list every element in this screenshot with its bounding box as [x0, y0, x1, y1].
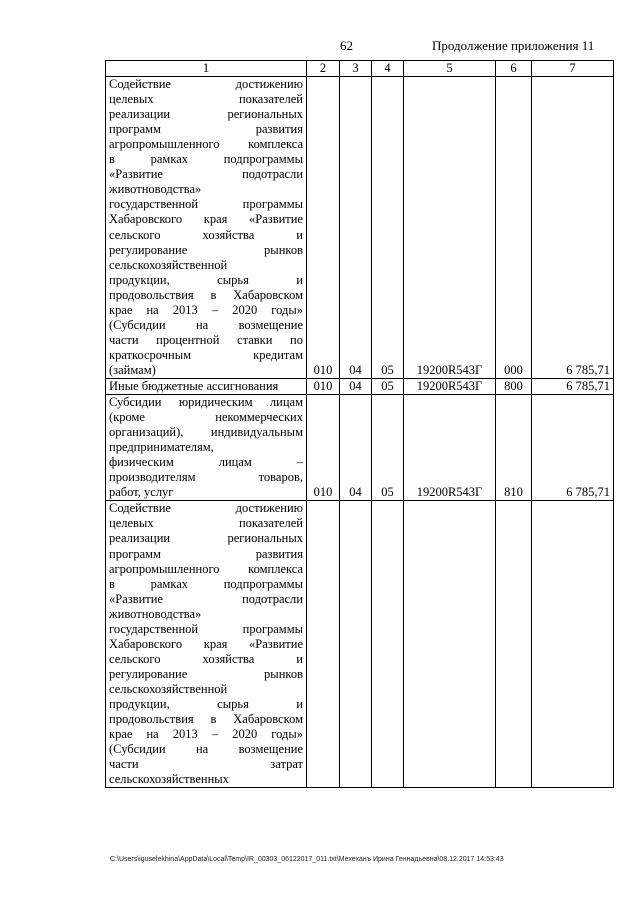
description-line: агропромышленного комплекса	[109, 137, 303, 152]
description-line: Содействие достижению	[109, 501, 303, 516]
description-line: Субсидии юридическим лицам	[109, 395, 303, 410]
description-line: предпринимателям,	[109, 440, 214, 455]
description-line: животноводства»	[109, 182, 202, 197]
column-6-cell: 800	[496, 378, 532, 394]
table-row	[106, 77, 614, 379]
description-line: продовольствия в Хабаровском	[109, 712, 303, 727]
description-line: продукции, сырья и	[109, 696, 303, 711]
column-4-cell	[372, 501, 404, 788]
column-6-cell: 000	[496, 77, 532, 379]
description-line: части затрат	[109, 757, 303, 772]
column-7-cell: 6 785,71	[532, 77, 614, 379]
column-3-cell: 04	[340, 395, 372, 501]
column-7-cell	[532, 501, 614, 788]
table-row	[106, 378, 614, 394]
column-5-cell	[404, 501, 496, 788]
continuation-label: Продолжение приложения 11	[432, 38, 595, 53]
column-3-cell: 04	[340, 77, 372, 379]
column-5-cell: 19200R543Г	[404, 395, 496, 501]
column-3-cell	[340, 501, 372, 788]
description-line: сельского хозяйства и	[109, 227, 303, 242]
description-line: животноводства»	[109, 606, 202, 621]
column-2-cell: 010	[307, 378, 340, 394]
column-header: 4	[372, 61, 404, 77]
description-line: сельского хозяйства и	[109, 651, 303, 666]
column-4-cell: 05	[372, 395, 404, 501]
description-line: (Субсидии на возмещение	[109, 742, 303, 757]
description-line: (займам)	[109, 362, 156, 377]
description-line: регулирование рынков	[109, 242, 303, 257]
row-description	[106, 501, 307, 788]
description-line: сельскохозяйственной	[109, 257, 228, 272]
description-line: сельскохозяйственных	[109, 772, 229, 787]
table-row	[106, 501, 614, 788]
column-header: 7	[532, 61, 614, 77]
column-4-cell: 05	[372, 378, 404, 394]
column-5-cell: 19200R543Г	[404, 77, 496, 379]
description-line: продовольствия в Хабаровском	[109, 287, 303, 302]
column-6-cell: 810	[496, 395, 532, 501]
column-header: 2	[307, 61, 340, 77]
description-line: реализации региональных	[109, 531, 303, 546]
column-7-cell: 6 785,71	[532, 378, 614, 394]
description-line: Иные бюджетные ассигнования	[109, 378, 279, 393]
description-line: Хабаровского края «Развитие	[109, 636, 303, 651]
description-line: организаций), индивидуальным	[109, 425, 303, 440]
footer-file-path: C:\Users\iguselekhina\AppData\Local\Temp\IR_00303_06122017_011.txt\Мехеханъ Ирина Геннадьевна\08.12.2017 14:53:43	[110, 856, 504, 863]
description-line: производителям товаров,	[109, 470, 303, 485]
column-header: 5	[404, 61, 496, 77]
description-line: программ развития	[109, 122, 303, 137]
description-line: государственной программы	[109, 197, 303, 212]
budget-table	[105, 60, 614, 788]
column-5-cell: 19200R543Г	[404, 378, 496, 394]
description-line: «Развитие подотрасли	[109, 591, 303, 606]
description-line: крае на 2013 – 2020 годы»	[109, 727, 303, 742]
table-row	[106, 395, 614, 501]
description-line: государственной программы	[109, 621, 303, 636]
description-line: «Развитие подотрасли	[109, 167, 303, 182]
column-2-cell: 010	[307, 77, 340, 379]
description-line: крае на 2013 – 2020 годы»	[109, 302, 303, 317]
column-7-cell: 6 785,71	[532, 395, 614, 501]
description-line: продукции, сырья и	[109, 272, 303, 287]
row-description	[106, 378, 307, 394]
description-line: целевых показателей	[109, 92, 303, 107]
row-description	[106, 77, 307, 379]
description-line: Хабаровского края «Развитие	[109, 212, 303, 227]
description-line: агропромышленного комплекса	[109, 561, 303, 576]
column-2-cell: 010	[307, 395, 340, 501]
description-line: Содействие достижению	[109, 77, 303, 92]
description-line: сельскохозяйственной	[109, 681, 228, 696]
description-line: в рамках подпрограммы	[109, 576, 303, 591]
column-header: 1	[106, 61, 307, 77]
column-3-cell: 04	[340, 378, 372, 394]
description-line: части процентной ставки по	[109, 332, 303, 347]
description-line: (Субсидии на возмещение	[109, 317, 303, 332]
description-line: целевых показателей	[109, 516, 303, 531]
column-4-cell: 05	[372, 77, 404, 379]
column-header: 6	[496, 61, 532, 77]
description-line: работ, услуг	[109, 485, 174, 500]
column-header: 3	[340, 61, 372, 77]
description-line: физическим лицам –	[109, 455, 303, 470]
column-2-cell	[307, 501, 340, 788]
description-line: регулирование рынков	[109, 666, 303, 681]
table-header-row	[106, 61, 614, 77]
column-6-cell	[496, 501, 532, 788]
row-description	[106, 395, 307, 501]
description-line: в рамках подпрограммы	[109, 152, 303, 167]
page-number: 62	[340, 38, 353, 53]
description-line: краткосрочным кредитам	[109, 347, 303, 362]
description-line: реализации региональных	[109, 107, 303, 122]
description-line: (кроме некоммерческих	[109, 410, 303, 425]
description-line: программ развития	[109, 546, 303, 561]
